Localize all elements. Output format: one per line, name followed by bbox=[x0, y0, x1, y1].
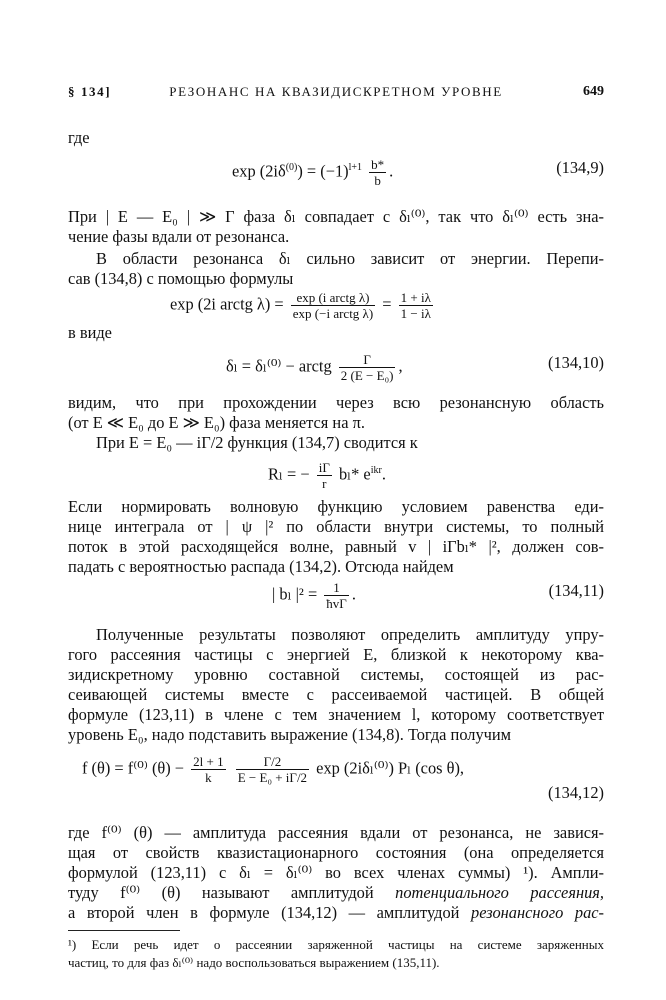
eq-R-lhs: Rₗ = − bbox=[268, 464, 310, 484]
eq-134-11-fraction bbox=[324, 580, 349, 611]
eq-arctg-fraction-1 bbox=[291, 290, 375, 321]
eq-134-12-den-2: E − E₀ + iΓ/2 bbox=[237, 770, 308, 785]
eq-134-9-den: b bbox=[374, 173, 381, 189]
p7-line-4 bbox=[68, 882, 604, 904]
p7-line-5-italic: резонансного рас- bbox=[471, 903, 604, 922]
eq-134-9-sign-sup: l+1 bbox=[348, 162, 363, 173]
eq-number-134-11: (134,11) bbox=[548, 581, 604, 600]
eq-R-num: iΓ bbox=[318, 460, 330, 476]
eq-134-10-num: Γ bbox=[339, 352, 396, 368]
eq-134-10-den: 2 (E − E₀) bbox=[340, 368, 394, 383]
eq-134-9-lhs: exp (2iδ bbox=[232, 161, 286, 181]
eq-134-12-num-1: 2l + 1 bbox=[193, 754, 224, 769]
p6-line-4: сеивающей системы вместе с рассеиваемой частицей. В общей bbox=[68, 685, 604, 704]
eq-arctg-lhs: exp (2i arctg λ) = bbox=[170, 294, 284, 314]
eq-R-fraction bbox=[317, 460, 332, 491]
eq-R-den: r bbox=[322, 476, 327, 492]
eq-134-12-fraction-1 bbox=[191, 754, 225, 785]
p2-line-1: В области резонанса δₗ сильно зависит от энергии. Перепи- bbox=[96, 249, 604, 268]
p6-line-1: Полученные результаты позволяют определить амплитуду упру- bbox=[96, 625, 604, 644]
p7-line-5-text: а второй член в формуле (134,12) — амплитудой bbox=[68, 903, 472, 922]
eq-number-134-9: (134,9) bbox=[556, 158, 604, 177]
p3-line-2: (от E ≪ E₀ до E ≫ E₀) фаза меняется на π. bbox=[68, 413, 365, 432]
equation-R bbox=[268, 460, 386, 491]
eq-134-10-fraction bbox=[339, 352, 396, 383]
p7-line-4-text: туду f⁽⁰⁾ (θ) называют амплитудой bbox=[68, 883, 396, 902]
p5-line-2: нице интеграла от | ψ |² по области внутри системы, то полный bbox=[68, 517, 604, 536]
eq-arctg-num-1: exp (i arctg λ) bbox=[291, 290, 375, 306]
p1-line-1: При | E — E₀ | ≫ Γ фаза δₗ совпадает с δₗ⁽⁰⁾, так что δₗ⁽⁰⁾ есть зна- bbox=[68, 207, 604, 226]
p2-line-2: сав (134,8) с помощью формулы bbox=[68, 269, 294, 288]
eq-arctg-den-2: 1 − iλ bbox=[400, 306, 431, 321]
p6-line-3: зидискретному уровню составной системы, состоящей из рас- bbox=[68, 665, 604, 684]
p5-line-3: поток в этой расходящейся волне, равный v | iΓbₗ* |², должен сов- bbox=[68, 537, 604, 556]
p6-line-2: гого рассеяния частицы с энергией E, близкой к некоторому ква- bbox=[68, 645, 604, 664]
word-v-vide: в виде bbox=[68, 323, 112, 342]
eq-134-11-dot: . bbox=[351, 584, 356, 604]
p6-line-5: формуле (123,11) в члене с тем значением l, которому соответствует bbox=[68, 705, 604, 724]
eq-134-9-num: b* bbox=[371, 157, 385, 173]
equation-134-9 bbox=[232, 157, 393, 188]
section-marker: § 134] bbox=[68, 84, 112, 99]
eq-134-9-lhs-sup: (0) bbox=[285, 162, 298, 173]
eq-134-12-rhs: exp (2iδₗ⁽⁰⁾) Pₗ (cos θ), bbox=[316, 758, 465, 778]
p7-line-2: щая от свойств квазистационарного состояния (она определяется bbox=[68, 843, 604, 862]
p5-line-1: Если нормировать волновую функцию условием равенства еди- bbox=[68, 497, 604, 516]
equation-arctg bbox=[170, 290, 436, 321]
eq-134-10-comma: , bbox=[398, 356, 403, 376]
eq-134-12-den-1: k bbox=[205, 770, 212, 785]
eq-R-rhs: bₗ* e bbox=[338, 464, 371, 484]
eq-134-11-den: ħvΓ bbox=[326, 596, 347, 611]
eq-134-9-fraction bbox=[369, 157, 386, 188]
equation-134-12 bbox=[82, 754, 464, 785]
eq-134-12-fraction-2 bbox=[236, 754, 309, 785]
p7-line-4-italic: потенциального рассеяния, bbox=[395, 883, 604, 902]
p5-line-4: падать с вероятностью распада (134,2). Отсюда найдем bbox=[68, 557, 454, 576]
eq-arctg-eq: = bbox=[382, 294, 392, 314]
word-gde: где bbox=[68, 128, 90, 147]
eq-134-10-lhs: δₗ = δₗ⁽⁰⁾ − arctg bbox=[226, 356, 332, 376]
p6-line-6: уровень E₀, надо подставить выражение (134,8). Тогда получим bbox=[68, 725, 512, 744]
eq-134-11-num: 1 bbox=[324, 580, 349, 596]
eq-R-sup: ikr bbox=[370, 465, 382, 476]
eq-arctg-num-2: 1 + iλ bbox=[400, 290, 431, 305]
eq-134-12-num-2: Γ/2 bbox=[236, 754, 309, 770]
equation-134-10 bbox=[226, 352, 403, 383]
eq-R-dot: . bbox=[381, 464, 386, 484]
p7-line-1: где f⁽⁰⁾ (θ) — амплитуда рассеяния вдали от резонанса, не завися- bbox=[68, 823, 604, 842]
footnote-rule bbox=[68, 930, 180, 931]
eq-134-11-lhs: | bₗ |² = bbox=[272, 584, 318, 604]
eq-number-134-10: (134,10) bbox=[548, 353, 604, 372]
footnote-line-1: ¹) Если речь идет о рассеянии заряженной частицы на системе заряженных bbox=[68, 937, 604, 952]
eq-134-9-lhs-end: ) = (−1) bbox=[297, 161, 349, 181]
footnote-line-2: частиц, то для фаз δₗ⁽⁰⁾ надо воспользоваться выражением (135,11). bbox=[68, 955, 440, 970]
eq-134-9-dot: . bbox=[389, 161, 394, 181]
p3-line-1: видим, что при прохождении через всю резонансную область bbox=[68, 393, 604, 412]
equation-134-11 bbox=[272, 580, 356, 611]
p7-line-5 bbox=[68, 902, 604, 924]
eq-arctg-fraction-2 bbox=[399, 290, 433, 321]
p4-line-1: При E = E₀ — iΓ/2 функция (134,7) сводится к bbox=[96, 433, 418, 452]
running-title: РЕЗОНАНС НА КВАЗИДИСКРЕТНОМ УРОВНЕ bbox=[169, 84, 503, 99]
p1-line-2: чение фазы вдали от резонанса. bbox=[68, 227, 290, 246]
running-header bbox=[68, 84, 604, 104]
eq-134-12-lhs: f (θ) = f⁽⁰⁾ (θ) − bbox=[82, 758, 185, 778]
page-number: 649 bbox=[583, 84, 604, 99]
eq-arctg-den-1: exp (−i arctg λ) bbox=[292, 306, 374, 321]
eq-number-134-12: (134,12) bbox=[548, 783, 604, 802]
p7-line-3: формулой (123,11) с δₗ = δₗ⁽⁰⁾ во всех членах суммы) ¹). Ампли- bbox=[68, 863, 604, 882]
